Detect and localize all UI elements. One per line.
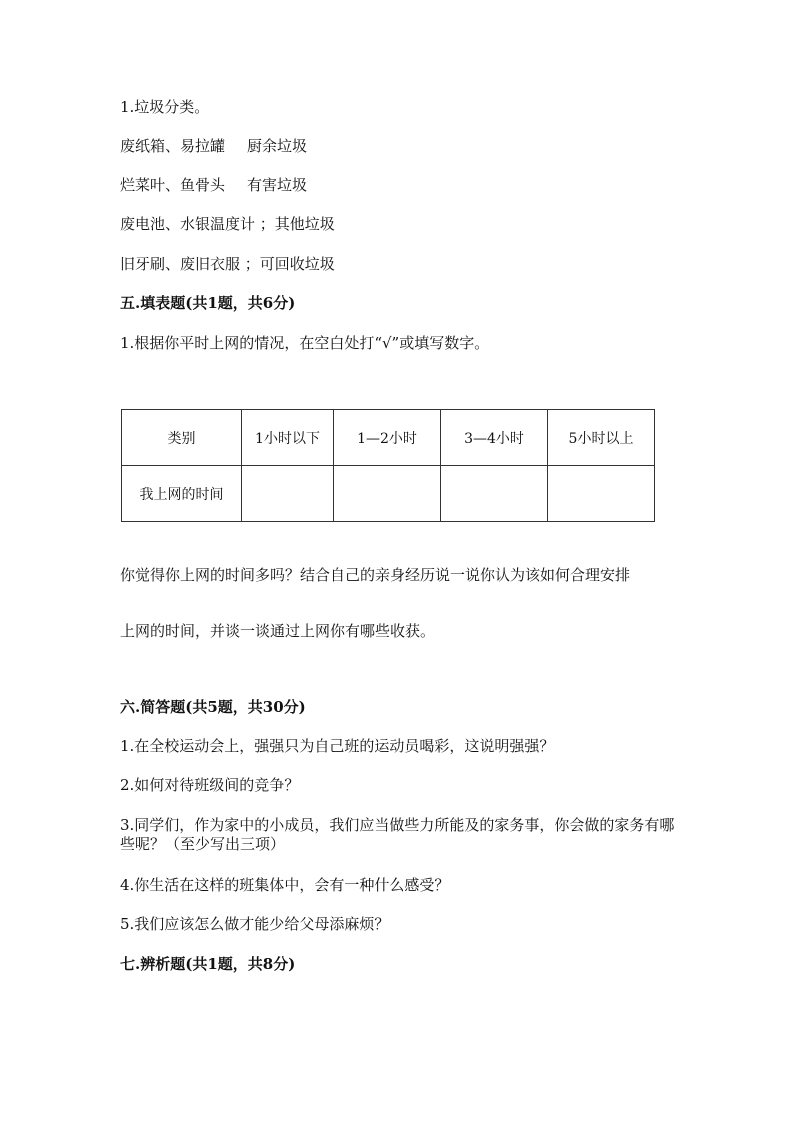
table-blank-cell[interactable] — [548, 466, 655, 522]
classify-item: 废纸箱、易拉罐 — [120, 137, 226, 155]
classify-item: 废电池、水银温度计 — [120, 215, 256, 233]
table-header-cell: 1小时以下 — [242, 410, 334, 466]
classify-category: ；其他垃圾 — [259, 215, 335, 233]
table-header-row — [122, 410, 655, 466]
followup-question-line1: 你觉得你上网的时间多吗？结合自己的亲身经历说一说你认为该如何合理安排 — [120, 566, 631, 584]
classify-row — [120, 214, 335, 234]
table-blank-cell[interactable] — [334, 466, 441, 522]
classify-row — [120, 136, 307, 156]
classify-item: 烂菜叶、鱼骨头 — [120, 176, 226, 194]
section5-question-1: 1.根据你平时上网的情况，在空白处打“√”或填写数字。 — [120, 334, 490, 352]
classify-item: 旧牙刷、废旧衣服 — [120, 255, 241, 273]
section6-question-2: 2.如何对待班级间的竞争？ — [120, 776, 300, 794]
table-row-label: 我上网的时间 — [122, 466, 242, 522]
section7-heading: 七.辨析题(共1题，共8分) — [120, 955, 296, 973]
classify-category: 有害垃圾 — [247, 176, 308, 194]
table-row — [122, 466, 655, 522]
section6-question-1: 1.在全校运动会上，强强只为自己班的运动员喝彩，这说明强强？ — [120, 737, 555, 755]
section6-heading: 六.简答题(共5题，共30分) — [120, 698, 306, 716]
followup-question-line2: 上网的时间，并谈一谈通过上网你有哪些收获。 — [120, 622, 436, 640]
table-header-cell: 5小时以上 — [548, 410, 655, 466]
table-header-cell: 1—2小时 — [334, 410, 441, 466]
table-header-cell: 3—4小时 — [441, 410, 548, 466]
q1-classify-title: 1.垃圾分类。 — [120, 98, 210, 116]
classify-row — [120, 254, 335, 274]
table-blank-cell[interactable] — [441, 466, 548, 522]
internet-time-table — [121, 409, 655, 522]
classify-row — [120, 175, 307, 195]
classify-category: 厨余垃圾 — [247, 137, 308, 155]
classify-category: ；可回收垃圾 — [244, 255, 335, 273]
section6-question-5: 5.我们应该怎么做才能少给父母添麻烦？ — [120, 915, 390, 933]
table-header-cell: 类别 — [122, 410, 242, 466]
section6-question-4: 4.你生活在这样的班集体中，会有一种什么感受？ — [120, 876, 450, 894]
section5-heading: 五.填表题(共1题，共6分) — [120, 294, 296, 312]
section6-question-3: 3.同学们，作为家中的小成员，我们应当做些力所能及的家务事，你会做的家务有哪些呢？（至少写出三项） — [120, 816, 675, 853]
table-blank-cell[interactable] — [242, 466, 334, 522]
